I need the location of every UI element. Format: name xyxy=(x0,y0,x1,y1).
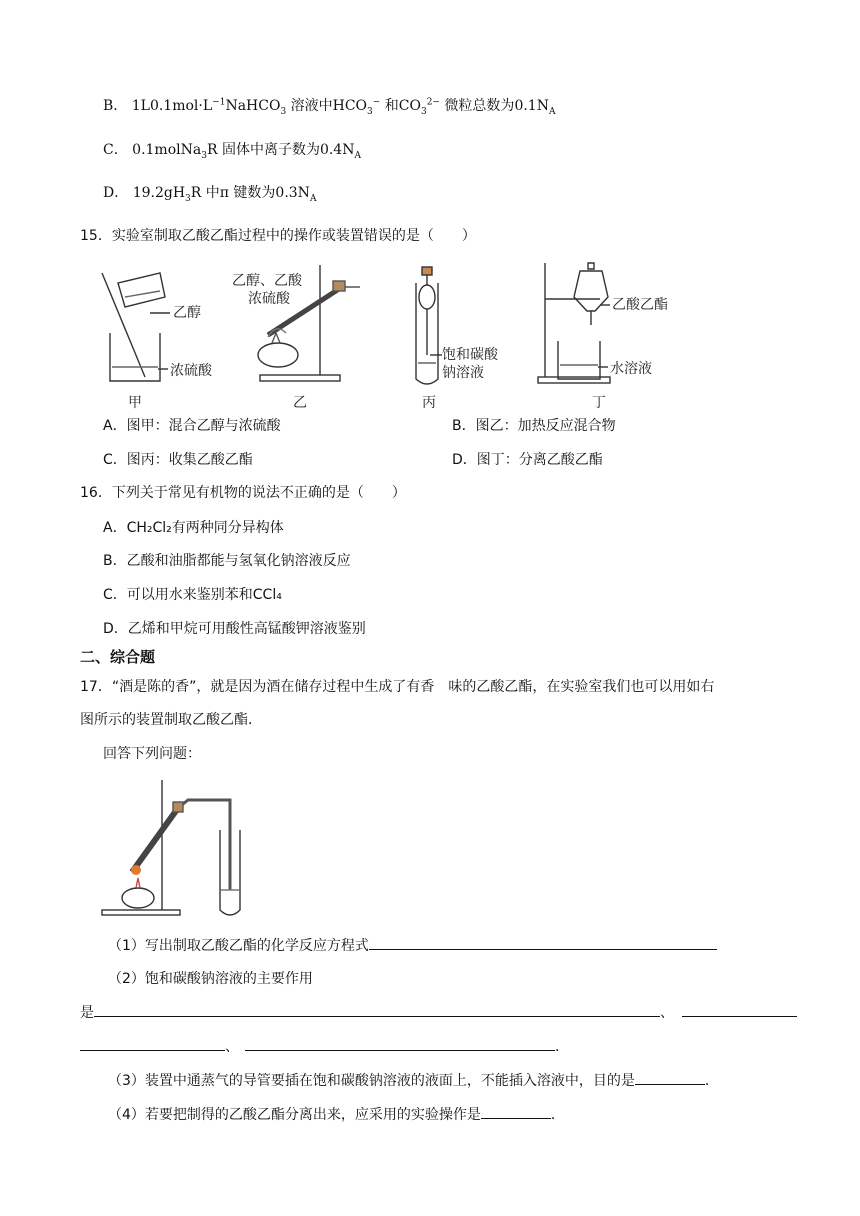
section-heading: 二、综合题 xyxy=(80,648,156,666)
q16-stem: 16．下列关于常见有机物的说法不正确的是（ ） xyxy=(80,485,406,501)
q16-option-c: C．可以用水来鉴别苯和CCl₄ xyxy=(103,587,282,603)
answer-blank-2c[interactable] xyxy=(80,1036,225,1051)
q15-option-d: D．图丁：分离乙酸乙酯 xyxy=(452,452,603,468)
answer-blank-2d[interactable] xyxy=(245,1036,555,1051)
q15-apparatus-figure xyxy=(90,255,690,410)
q17-part1 xyxy=(108,935,717,956)
q15-apparatus-svg xyxy=(90,255,690,410)
q15-option-c: C．图丙：收集乙酸乙酯 xyxy=(103,452,253,468)
q17-part2-answer-line2 xyxy=(80,1036,569,1057)
figure-ding xyxy=(538,263,610,383)
bulb xyxy=(419,285,435,309)
separator: 、 xyxy=(225,1039,239,1055)
period: ． xyxy=(550,1107,565,1123)
label-reagents-1: 乙醇、乙酸 xyxy=(232,273,302,289)
reaction-tube xyxy=(132,808,178,872)
q16-option-d: D．乙烯和甲烷可用酸性高锰酸钾溶液鉴别 xyxy=(103,621,366,637)
q17-part2-answer-line1 xyxy=(80,1002,797,1023)
stand-base-ding xyxy=(538,377,610,383)
q17-stem-line2: 图所示的装置制取乙酸乙酯． xyxy=(80,712,262,728)
figure-bing xyxy=(416,267,442,384)
label-sulfuric-acid: 浓硫酸 xyxy=(170,363,212,379)
label-solution-1: 饱和碳酸 xyxy=(442,347,498,363)
figure-jia xyxy=(102,273,170,381)
q17-apparatus-svg xyxy=(100,770,280,920)
q17-part1-text: （1）写出制取乙酸乙酯的化学反应方程式 xyxy=(108,938,369,954)
q17-stem-line1: 17．“酒是陈的香”，就是因为酒在储存过程中生成了有香 味的乙酸乙酯，在实验室我们也可以用如右 xyxy=(80,679,715,695)
answer-blank-2a[interactable] xyxy=(94,1002,660,1017)
period: ． xyxy=(555,1039,569,1055)
q17-part2: （2）饱和碳酸钠溶液的主要作用 xyxy=(108,971,313,987)
q14-option-d xyxy=(103,183,316,203)
option-label: B． xyxy=(103,98,128,114)
label-yi: 乙 xyxy=(293,395,307,410)
label-ester: 乙酸乙酯 xyxy=(612,297,668,313)
q17-part3 xyxy=(108,1070,719,1091)
q17-part2-is: 是 xyxy=(80,1005,94,1021)
label-ethanol: 乙醇 xyxy=(173,305,201,321)
label-jia: 甲 xyxy=(128,395,142,410)
glass-rod xyxy=(102,273,145,377)
q17-apparatus-figure xyxy=(100,770,280,920)
answer-blank-4[interactable] xyxy=(481,1104,551,1119)
label-bing: 丙 xyxy=(422,395,436,410)
q17-part4-text: （4）若要把制得的乙酸乙酯分离出来，应采用的实验操作是 xyxy=(108,1107,481,1123)
q17-part3-text: （3）装置中通蒸气的导管要插在饱和碳酸钠溶液的液面上，不能插入溶液中，目的是 xyxy=(108,1073,635,1089)
q14-option-b xyxy=(103,96,555,116)
q14-option-c xyxy=(103,140,361,160)
option-label: D． xyxy=(103,185,129,201)
stand-base xyxy=(102,910,180,915)
answer-blank-2b[interactable] xyxy=(682,1002,797,1017)
label-solution-2: 钠溶液 xyxy=(442,365,484,381)
period: ． xyxy=(704,1073,719,1089)
alcohol-lamp xyxy=(122,888,154,908)
answer-blank-1[interactable] xyxy=(369,935,717,950)
option-label: C． xyxy=(103,142,128,158)
q15-option-b: B．图乙：加热反应混合物 xyxy=(452,418,616,434)
q14-option-c-rendered: 0.1molNa$_3$R 固体中离子数为$0.4N_A$ xyxy=(132,142,361,161)
label-reagents-2: 浓硫酸 xyxy=(248,291,290,307)
answer-blank-3[interactable] xyxy=(635,1070,705,1085)
q16-option-b: B．乙酸和油脂都能与氢氧化钠溶液反应 xyxy=(103,553,351,569)
label-water: 水溶液 xyxy=(610,361,652,377)
q17-prompt: 回答下列问题： xyxy=(103,746,201,762)
q15-stem: 15．实验室制取乙酸乙酯过程中的操作或装置错误的是（ ） xyxy=(80,228,476,244)
separator: 、 xyxy=(660,1005,674,1021)
label-ding: 丁 xyxy=(592,395,606,410)
delivery-tube xyxy=(178,800,230,890)
stand-base xyxy=(260,375,340,381)
receiving-beaker xyxy=(110,333,160,381)
q14-option-d-rendered: $19.2gH_3R$ 中π 键数为$0.3N_A$ xyxy=(132,185,317,204)
alcohol-lamp xyxy=(258,343,298,367)
beaker-ding xyxy=(558,341,600,379)
flame-icon xyxy=(131,865,141,875)
q14-option-b-rendered: $1L0.1mol\cdot L^{-1}NaHCO_3$ 溶液中$HCO_3^-$ 和$CO_3^{2-}$ 微粒总数为$0.1N_A$ xyxy=(131,97,556,117)
q17-part4 xyxy=(108,1104,565,1125)
q16-option-a: A．CH₂Cl₂有两种同分异构体 xyxy=(103,520,284,536)
q15-option-a: A．图甲：混合乙醇与浓硫酸 xyxy=(103,418,281,434)
pouring-beaker xyxy=(118,273,165,307)
